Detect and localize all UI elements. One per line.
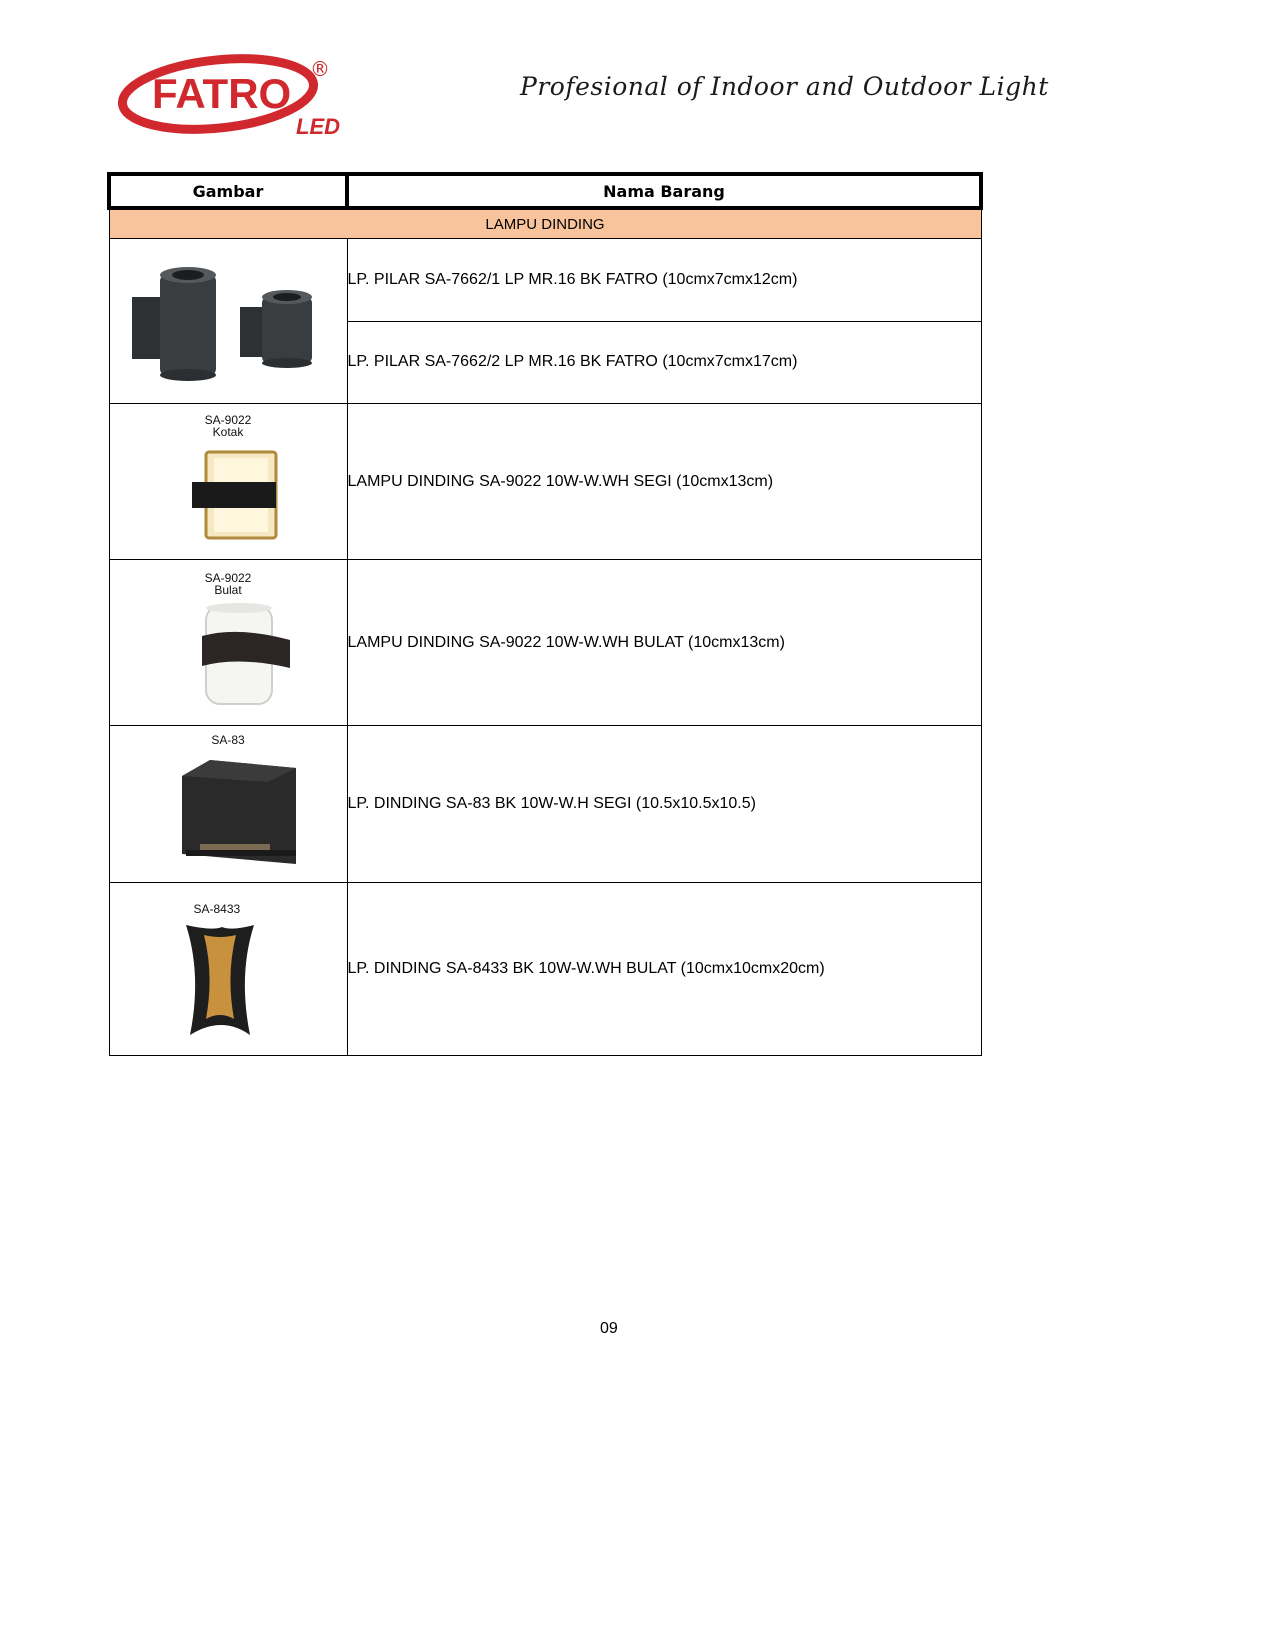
round-wall-lamp-image xyxy=(110,596,346,716)
product-image-cell xyxy=(109,883,347,1056)
company-tagline: Profesional of Indoor and Outdoor Light xyxy=(520,72,1049,101)
page-number: 09 xyxy=(600,1320,618,1337)
image-label: Kotak xyxy=(212,425,244,439)
product-name: LP. DINDING SA-8433 BK 10W-W.WH BULAT (10cmx10cmx20cm) xyxy=(347,883,981,1056)
product-image-cell xyxy=(109,726,347,883)
registered-mark: ® xyxy=(310,57,330,81)
curved-wall-lamp-image xyxy=(110,915,346,1047)
product-name: LP. DINDING SA-83 BK 10W-W.H SEGI (10.5x10.5x10.5) xyxy=(347,726,981,883)
product-name: LP. PILAR SA-7662/1 LP MR.16 BK FATRO (10cmx7cmx12cm) xyxy=(347,239,981,322)
logo-brand-text: FATRO xyxy=(152,70,292,117)
table-row xyxy=(109,726,981,883)
column-header-image: Gambar xyxy=(109,174,347,208)
section-title: LAMPU DINDING xyxy=(109,208,981,239)
table-row xyxy=(109,883,981,1056)
table-row xyxy=(109,239,981,322)
image-label: SA-9022 xyxy=(204,413,252,427)
column-header-name: Nama Barang xyxy=(347,174,981,208)
square-wall-lamp-image xyxy=(110,438,346,548)
image-label: SA-83 xyxy=(211,733,245,747)
table-row xyxy=(109,404,981,560)
image-label: Bulat xyxy=(214,583,242,597)
pillar-lamp-image xyxy=(110,239,346,399)
image-label: SA-9022 xyxy=(204,571,252,585)
image-label: SA-8433 xyxy=(193,902,241,916)
table-header-row xyxy=(109,174,981,208)
product-name: LAMPU DINDING SA-9022 10W-W.WH SEGI (10cmx13cm) xyxy=(347,404,981,560)
product-image-cell xyxy=(109,239,347,404)
table-row xyxy=(109,560,981,726)
product-table xyxy=(107,172,983,1056)
product-image-cell xyxy=(109,560,347,726)
product-image-cell xyxy=(109,404,347,560)
fatro-led-logo xyxy=(118,52,378,140)
cube-wall-lamp-image xyxy=(110,746,346,872)
logo-led-text: LED xyxy=(296,114,340,139)
product-name: LP. PILAR SA-7662/2 LP MR.16 BK FATRO (10cmx7cmx17cm) xyxy=(347,321,981,404)
product-name: LAMPU DINDING SA-9022 10W-W.WH BULAT (10cmx13cm) xyxy=(347,560,981,726)
section-row xyxy=(109,208,981,239)
